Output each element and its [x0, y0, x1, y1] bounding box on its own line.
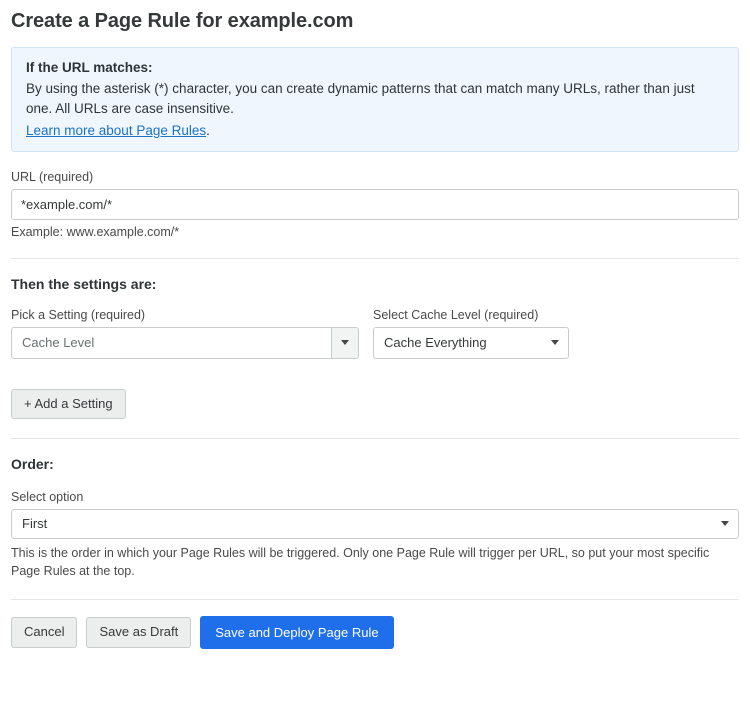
page-title: Create a Page Rule for example.com	[11, 10, 354, 32]
settings-row	[11, 308, 739, 359]
add-setting-wrap	[11, 389, 739, 419]
chevron-down-icon[interactable]	[551, 328, 559, 358]
url-input[interactable]	[11, 189, 739, 220]
url-field-hint: Example: www.example.com/*	[11, 224, 180, 239]
pick-setting-select[interactable]	[11, 327, 359, 359]
pick-setting-label: Pick a Setting (required)	[11, 307, 146, 322]
pick-setting-column	[11, 308, 359, 359]
add-setting-button[interactable]: + Add a Setting	[11, 389, 126, 419]
order-hint-line2: most specific Page Rules at the top.	[11, 545, 710, 578]
pick-setting-value: Cache Level	[22, 335, 95, 350]
cache-level-column	[373, 308, 569, 359]
info-box-link-row	[26, 123, 724, 138]
info-box-body-line1: By using the asterisk (*) character, you can create dynamic patterns that can match many URLs,	[26, 81, 601, 96]
order-select[interactable]	[11, 509, 739, 539]
order-select-value: First	[22, 516, 48, 532]
order-hint	[11, 544, 727, 580]
cache-level-value: Cache Everything	[384, 335, 487, 350]
footer-actions	[11, 616, 739, 649]
page-rule-form	[0, 10, 750, 649]
settings-section-title: Then the settings are:	[11, 275, 157, 292]
info-box-body	[26, 79, 724, 120]
info-box-title: If the URL matches:	[26, 60, 153, 75]
chevron-down-icon[interactable]	[331, 328, 358, 358]
chevron-down-icon[interactable]	[721, 510, 729, 538]
order-hint-line1: This is the order in which your Page Rules will be triggered. Only one Page Rule will trigger per URL, so put your	[11, 545, 634, 560]
divider-footer	[11, 599, 739, 600]
info-box-body-line2: rather than just one. All URLs are case insensitive.	[26, 81, 695, 117]
cancel-button[interactable]: Cancel	[11, 617, 77, 647]
order-section-title: Order:	[11, 455, 54, 472]
url-match-info-box	[11, 47, 739, 152]
save-as-draft-button[interactable]: Save as Draft	[86, 617, 191, 647]
cache-level-label: Select Cache Level (required)	[373, 307, 539, 322]
info-box-link-suffix: .	[206, 122, 210, 138]
cache-level-select[interactable]	[373, 327, 569, 359]
learn-more-page-rules-link[interactable]: Learn more about Page Rules	[26, 122, 207, 138]
save-and-deploy-button[interactable]: Save and Deploy Page Rule	[200, 616, 393, 649]
order-select-label: Select option	[11, 489, 84, 504]
url-field-label: URL (required)	[11, 169, 94, 184]
divider-order	[11, 438, 739, 439]
divider-settings	[11, 258, 739, 259]
